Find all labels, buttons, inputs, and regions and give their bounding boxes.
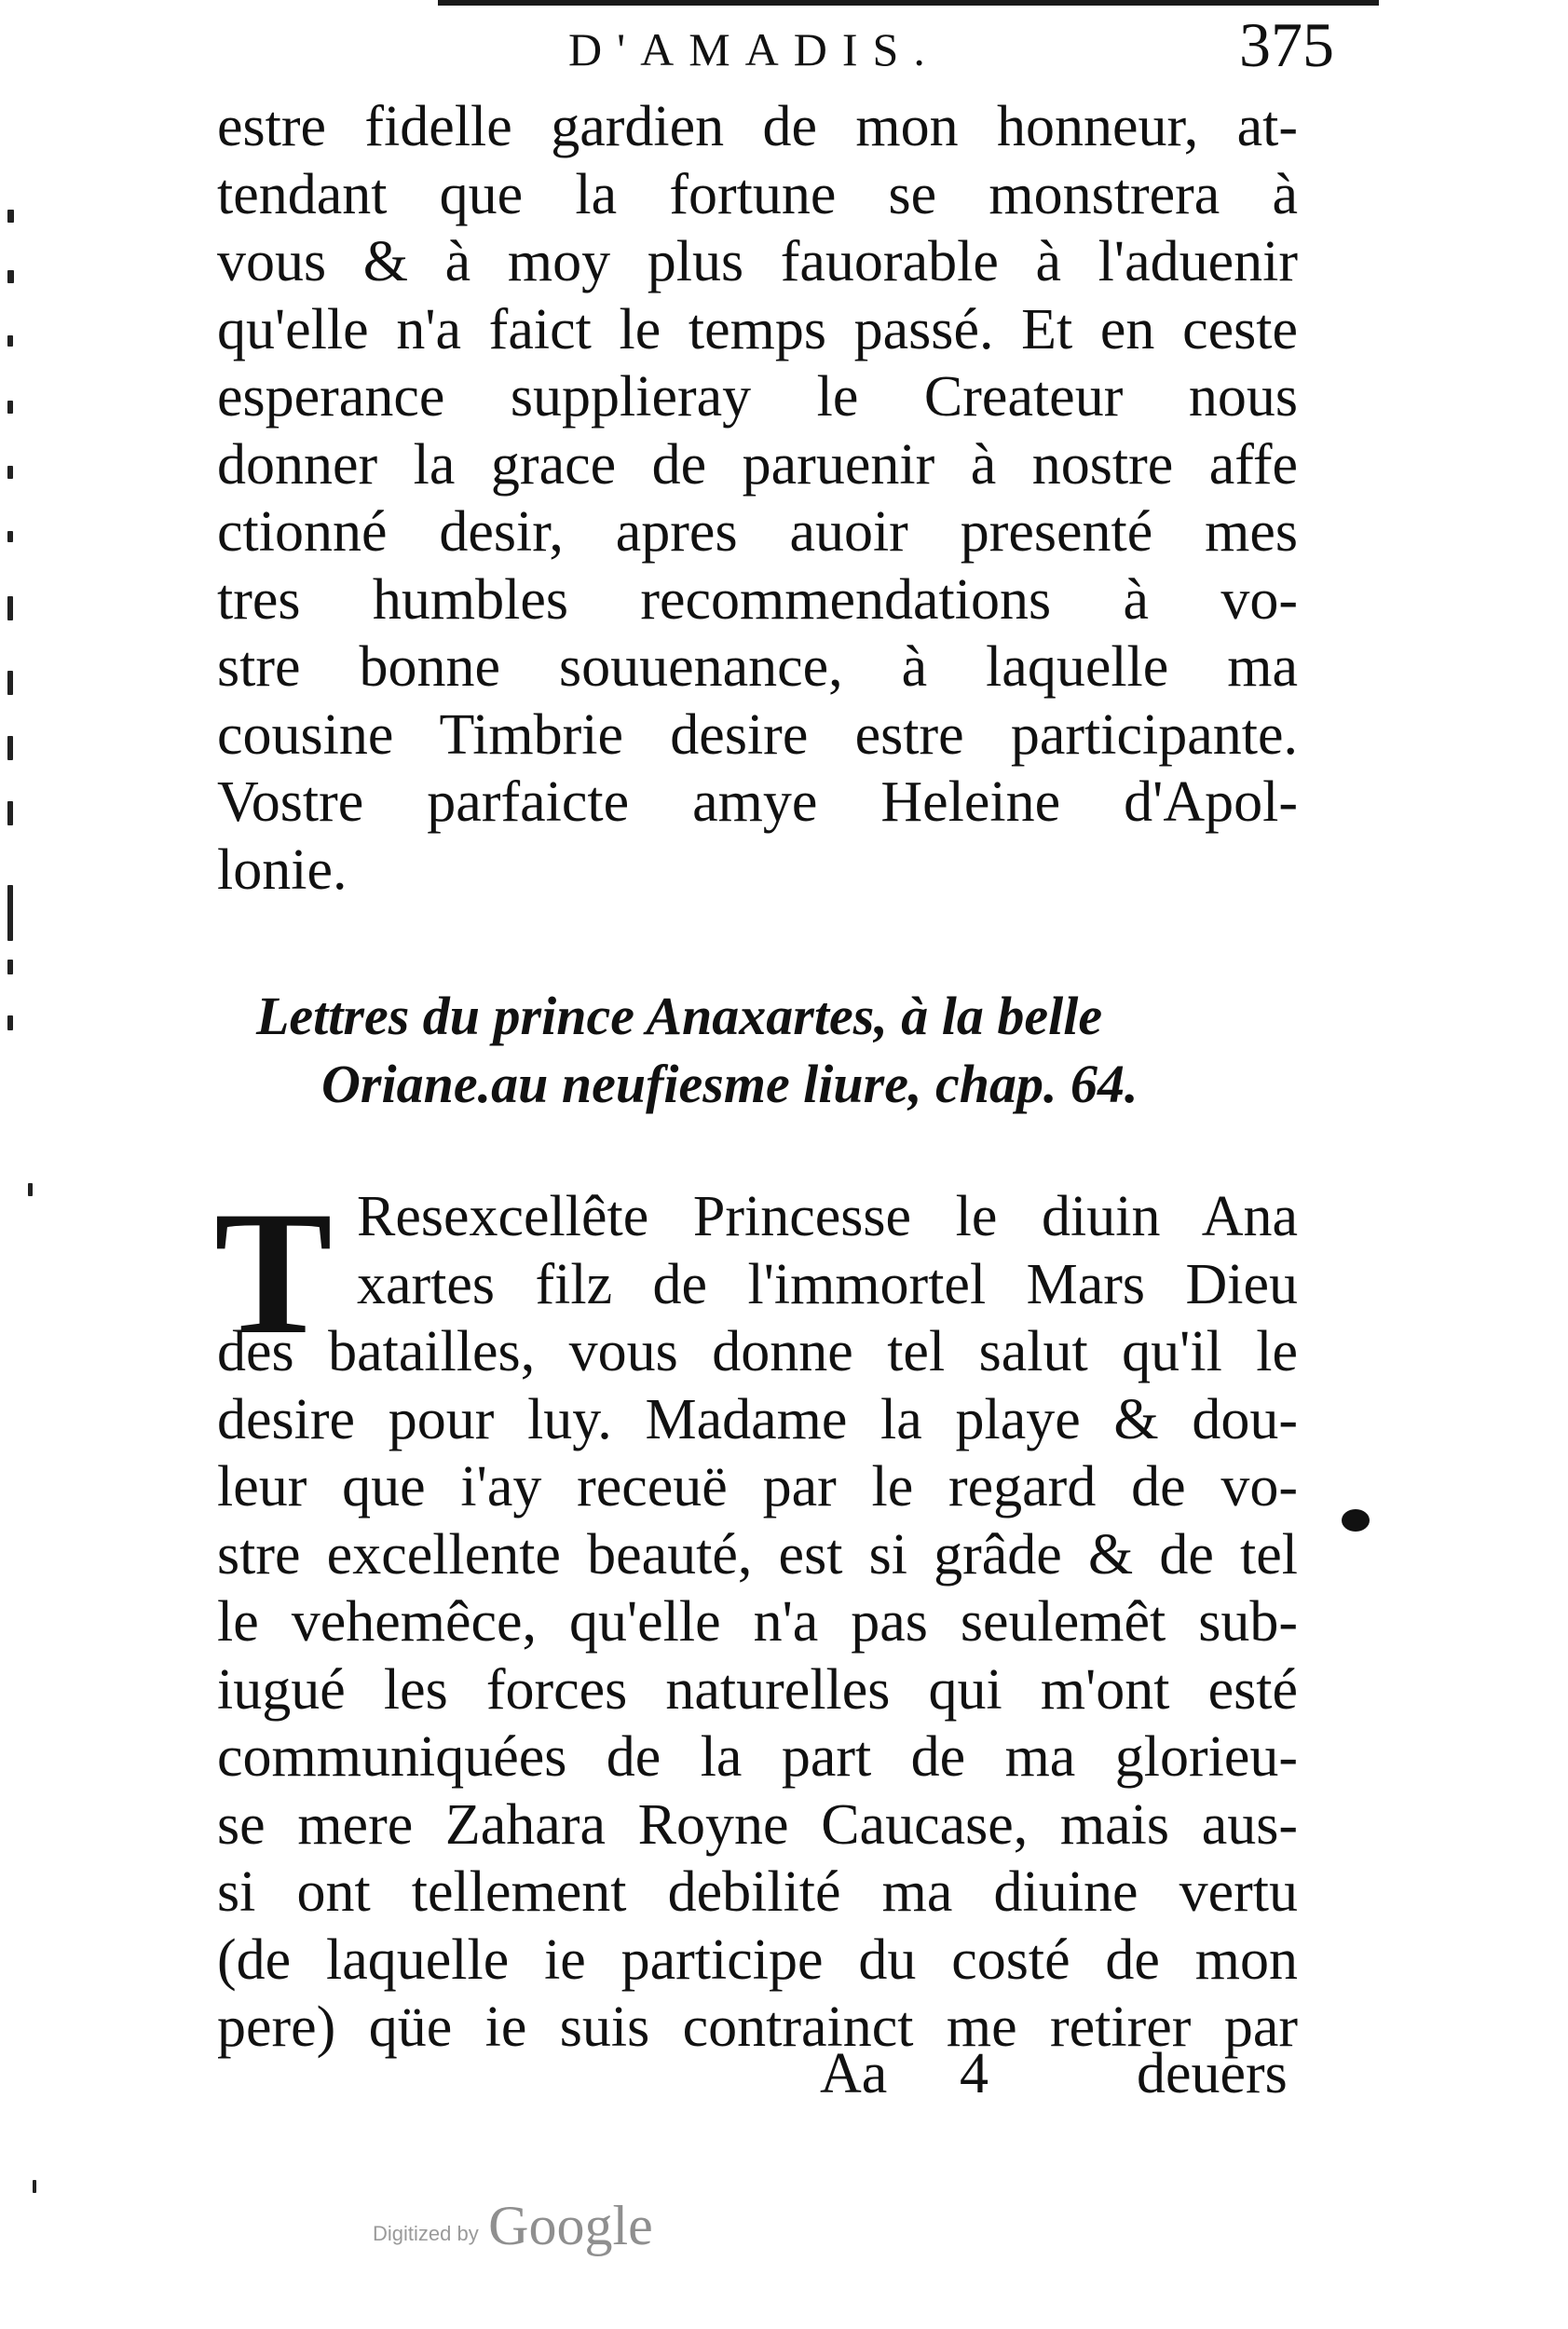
margin-speck	[7, 1015, 13, 1030]
digitized-watermark	[373, 2194, 653, 2258]
running-head: D'AMADIS.	[568, 23, 940, 75]
text-line: donner la grace de paruenir à nostre affe	[217, 432, 1298, 497]
leaf-number: 4	[960, 2042, 989, 2105]
drop-cap: T	[214, 1176, 333, 1371]
text-line: (de laquelle ie participe du costé de mon	[217, 1927, 1298, 1992]
text-line: cousine Timbrie desire estre participante.	[217, 702, 1298, 767]
margin-speck	[28, 1183, 33, 1196]
margin-speck	[33, 2180, 36, 2193]
text-line: le vehemêce, qu'elle n'a pas seulemêt sub-	[217, 1590, 1298, 1654]
text-line: Vostre parfaicte amye Heleine d'Apol-	[217, 770, 1298, 834]
text-line: pere) qüe ie suis contrainct me retirer par	[217, 1995, 1298, 2059]
margin-speck	[7, 401, 13, 414]
margin-speck	[7, 801, 13, 825]
margin-speck	[7, 270, 14, 283]
text-line: si ont tellement debilité ma diuine vertu	[217, 1860, 1298, 1924]
text-line: qu'elle n'a faict le temps passé. Et en ceste	[217, 297, 1298, 361]
text-line: tendant que la fortune se monstrera à	[217, 162, 1298, 226]
text-line: xartes filz de l'immortel Mars Dieu	[357, 1252, 1298, 1316]
letter-2-text	[217, 1183, 1298, 2062]
text-line: leur que i'ay receuë par le regard de vo-	[217, 1455, 1298, 1519]
text-line: vous & à moy plus fauorable à l'aduenir	[217, 230, 1298, 293]
letter-2-heading-line-1: Lettres du prince Anaxartes, à la belle	[256, 986, 1103, 1046]
google-logo: Google	[488, 2195, 653, 2256]
text-line: estre fidelle gardien de mon honneur, at-	[217, 95, 1298, 158]
text-line: Resexcellête Princesse le diuin Ana	[357, 1185, 1298, 1248]
ink-blot	[1342, 1509, 1370, 1532]
margin-speck	[7, 466, 13, 479]
text-line: desire pour luy. Madame la playe & dou-	[217, 1387, 1298, 1451]
margin-speck	[7, 335, 13, 347]
letter-1-text	[217, 93, 1298, 904]
margin-speck	[7, 960, 13, 974]
margin-speck	[7, 885, 13, 941]
text-line: tres humbles recommendations à vo-	[217, 567, 1298, 632]
margin-speck	[7, 531, 13, 542]
letter-2-heading-line-2: Oriane.au neufiesme liure, chap. 64.	[321, 1054, 1139, 1114]
digitized-by-label: Digitized by	[373, 2222, 479, 2245]
signature-mark: Aa	[820, 2042, 888, 2105]
margin-speck	[7, 210, 14, 223]
text-line: lonie.	[217, 838, 348, 902]
margin-speck	[7, 736, 13, 760]
margin-speck	[7, 596, 13, 620]
text-line: des batailles, vous donne tel salut qu'il le	[217, 1320, 1298, 1383]
text-line: esperance supplieray le Createur nous	[217, 365, 1298, 429]
text-line: stre bonne souuenance, à laquelle ma	[217, 635, 1298, 699]
margin-speck	[7, 671, 13, 695]
text-line: stre excellente beauté, est si grâde & de tel	[217, 1522, 1298, 1587]
page-number: 375	[1239, 9, 1334, 80]
text-line: ctionné desir, apres auoir presenté mes	[217, 500, 1298, 564]
top-rule	[438, 0, 1379, 6]
catchword: deuers	[1137, 2042, 1288, 2105]
text-line: iugué les forces naturelles qui m'ont esté	[217, 1657, 1298, 1722]
text-line: communiquées de la part de ma glorieu-	[217, 1725, 1298, 1789]
text-line: se mere Zahara Royne Caucase, mais aus-	[217, 1792, 1298, 1857]
